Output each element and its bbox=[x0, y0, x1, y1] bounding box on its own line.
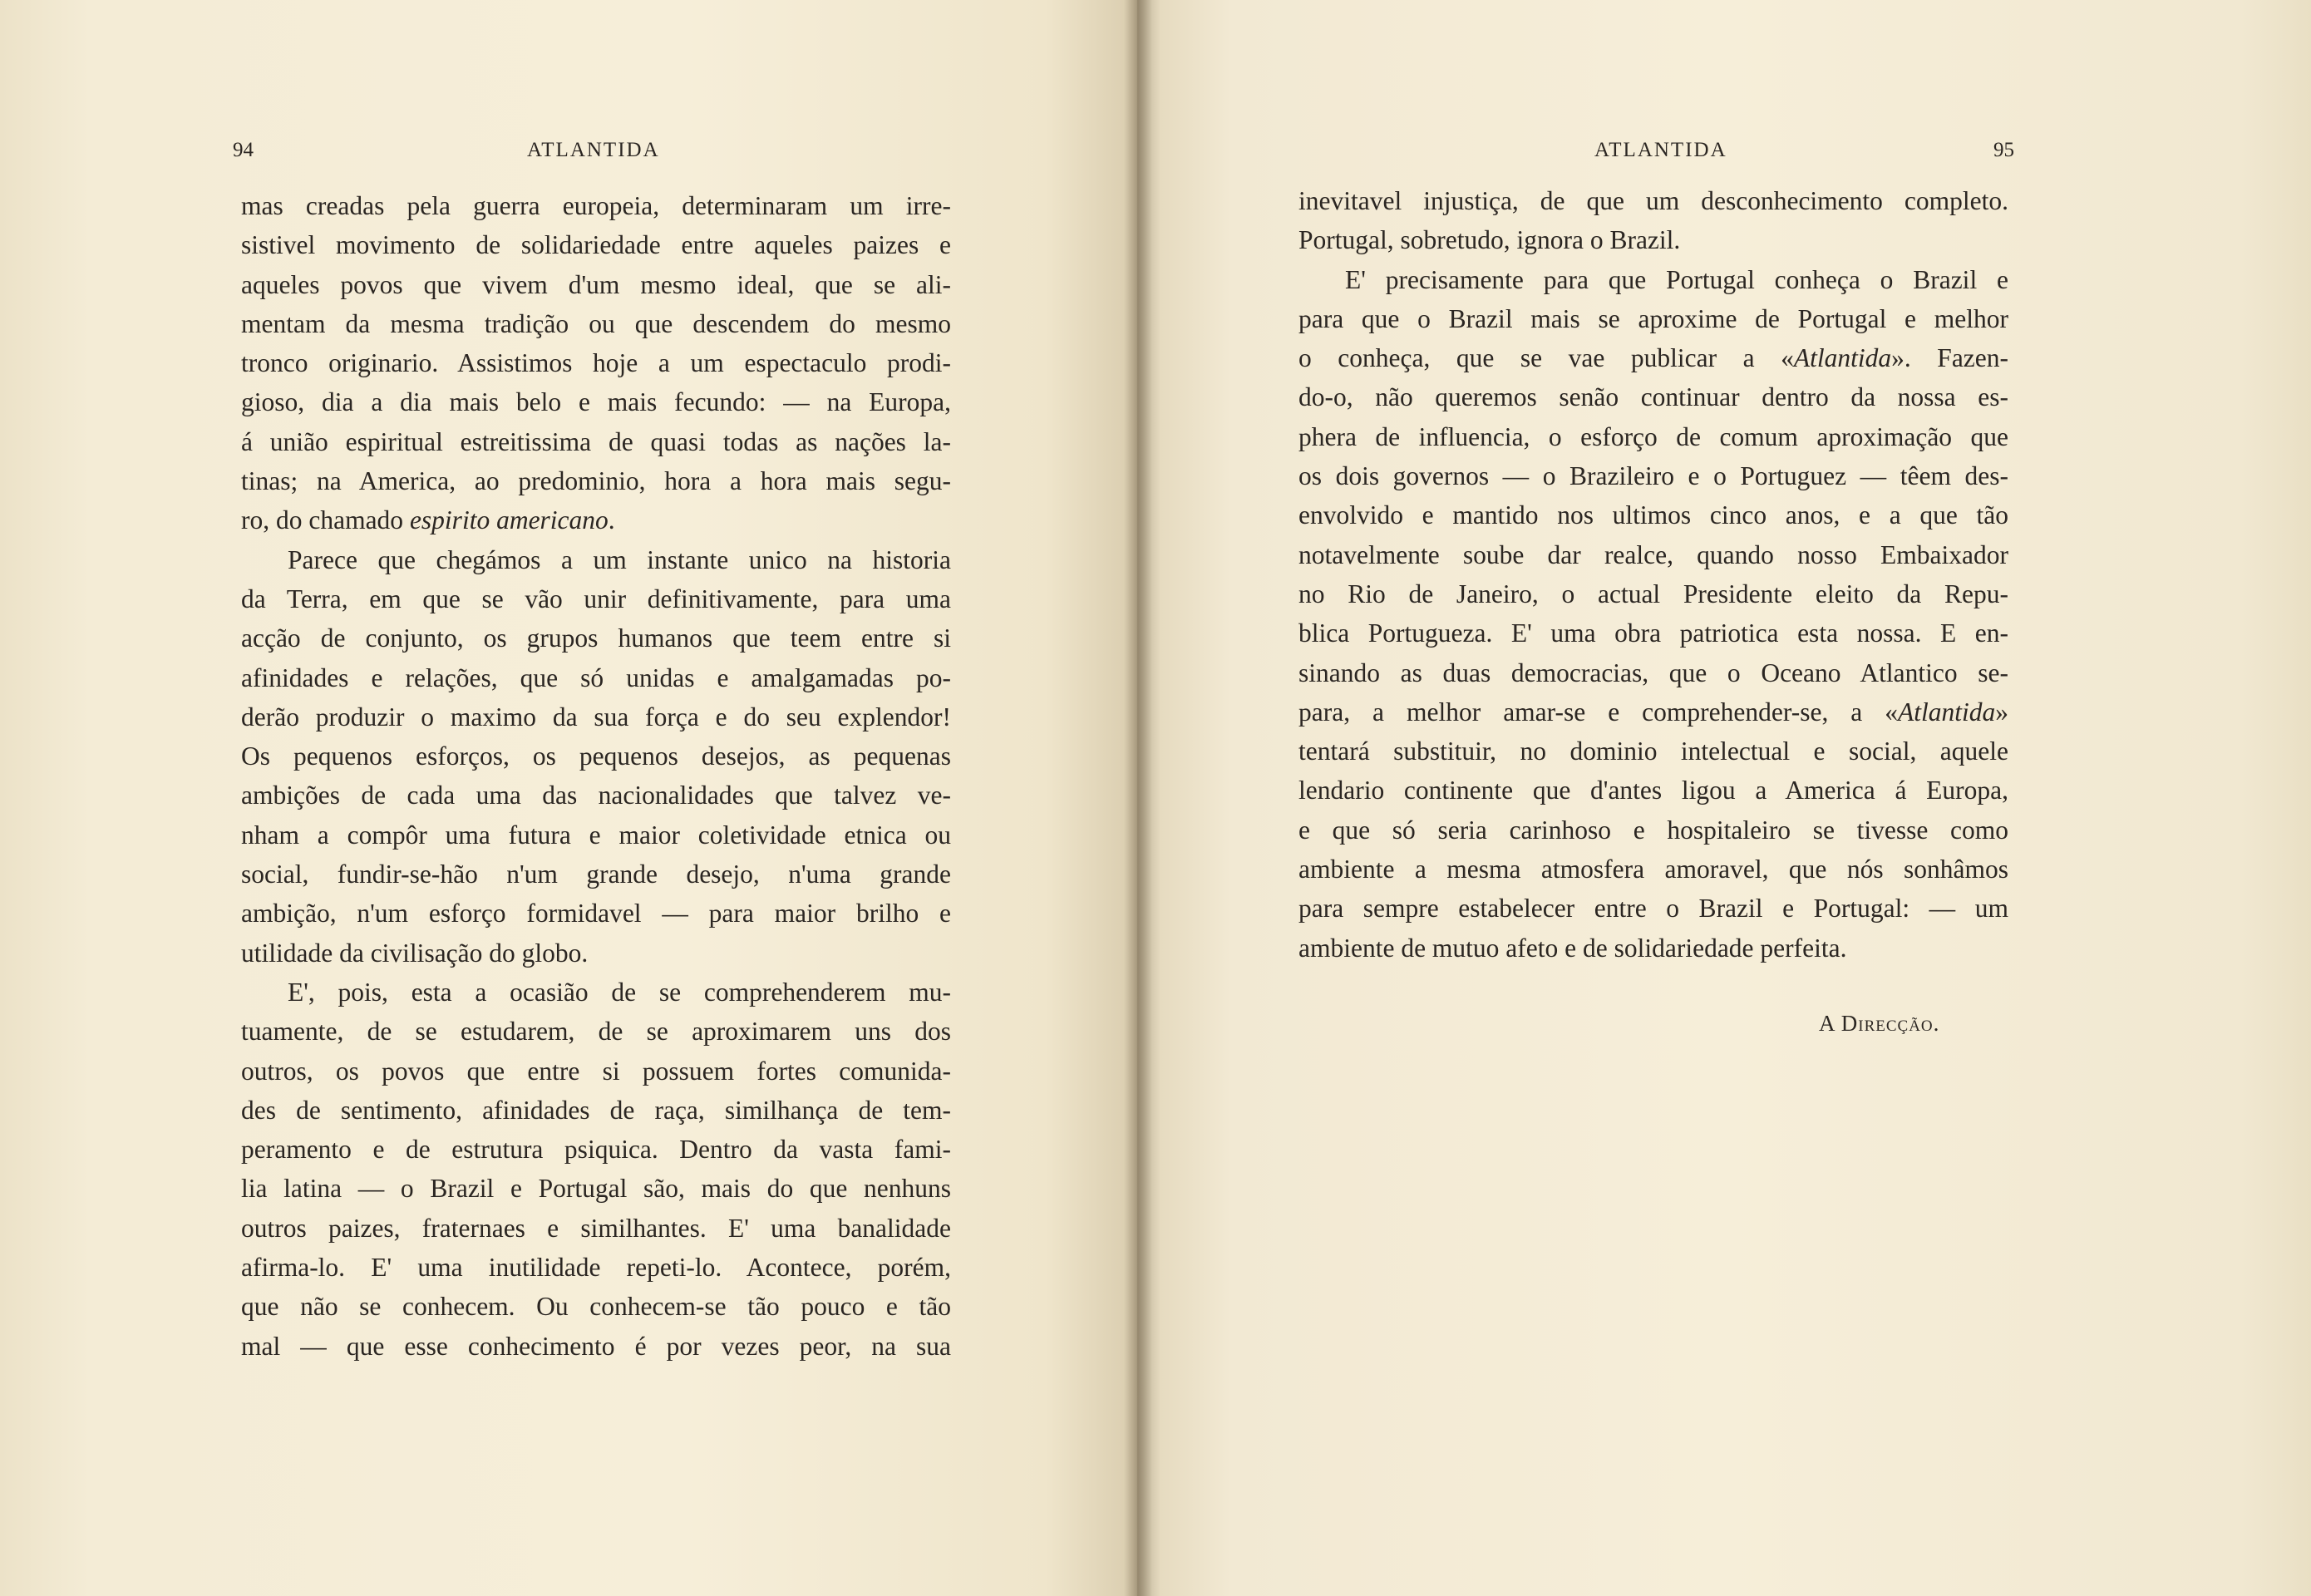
text-line: ambições de cada uma das nacionalidades que talvez ve- bbox=[241, 781, 951, 810]
text-line: tronco originario. Assistimos hoje a um espectaculo prodi- bbox=[241, 348, 951, 378]
text-line: lia latina — o Brazil e Portugal são, mais do que nenhuns bbox=[241, 1174, 951, 1204]
text-line: social, fundir-se-hão n'um grande desejo, n'uma grande bbox=[241, 860, 951, 889]
text-line: mentam da mesma tradição ou que descendem do mesmo bbox=[241, 308, 951, 338]
text-line: ambiente de mutuo afeto e de solidariedade perfeita. bbox=[1298, 933, 1847, 963]
running-head-right: ATLANTIDA bbox=[1594, 139, 1727, 161]
text-line: ambiente a mesma atmosfera amoravel, que nós sonhâmos bbox=[1298, 855, 2008, 884]
text-line: que não se conhecem. Ou conhecem-se tão pouco e tão bbox=[241, 1292, 951, 1322]
italic-text: Atlantida bbox=[1793, 343, 1892, 373]
text-line: tinas; na America, ao predominio, hora a hora mais segu- bbox=[241, 466, 951, 496]
left-page-text bbox=[241, 186, 951, 1366]
text-line: e que só seria carinhoso e hospitaleiro se tivesse como bbox=[1298, 815, 2008, 845]
text-line: envolvido e mantido nos ultimos cinco anos, e a que tão bbox=[1298, 500, 2008, 530]
text-line: outros paizes, fraternaes e similhantes. E' uma banalidade bbox=[241, 1213, 951, 1243]
page-number-left: 94 bbox=[233, 139, 254, 161]
text-line: sinando as duas democracias, que o Oceano Atlantico se- bbox=[1298, 658, 2008, 687]
text-line: E', pois, esta a ocasião de se comprehenderem mu- bbox=[288, 977, 951, 1007]
text-line: tentará substituir, no dominio intelectual e social, aquele bbox=[1298, 736, 2008, 766]
text-line: para sempre estabelecer entre o Brazil e Portugal: — um bbox=[1298, 894, 2008, 924]
text-line: á união espiritual estreitissima de quasi todas as nações la- bbox=[241, 426, 951, 456]
text-line: lendario continente que d'antes ligou a America á Europa, bbox=[1298, 776, 2008, 805]
text-line: no Rio de Janeiro, o actual Presidente eleito da Repu- bbox=[1298, 579, 2008, 608]
text-line: os dois governos — o Brazileiro e o Portuguez — têem des- bbox=[1298, 461, 2008, 491]
text-line: outros, os povos que entre si possuem fortes comunida- bbox=[241, 1056, 951, 1086]
running-head-left: ATLANTIDA bbox=[527, 139, 660, 161]
text-line: o conheça, que se vae publicar a «Atlantida». Fazen- bbox=[1298, 343, 2008, 373]
text-line: E' precisamente para que Portugal conheça o Brazil e bbox=[1345, 264, 2008, 294]
text-line: nham a compôr uma futura e maior coletividade etnica ou bbox=[241, 820, 951, 850]
text-line: da Terra, em que se vão unir definitivamente, para uma bbox=[241, 584, 951, 613]
right-page-text bbox=[1298, 181, 2008, 968]
text-line: afirma-lo. E' uma inutilidade repeti-lo. Acontece, porém, bbox=[241, 1253, 951, 1283]
text-line: mas creadas pela guerra europeia, determinaram um irre- bbox=[241, 191, 951, 220]
book-gutter bbox=[1124, 0, 1152, 1596]
text-line: do-o, não queremos senão continuar dentro da nossa es- bbox=[1298, 382, 2008, 412]
text-line: des de sentimento, afinidades de raça, similhança de tem- bbox=[241, 1095, 951, 1125]
text-line: ro, do chamado espirito americano. bbox=[241, 505, 615, 535]
text-line: inevitavel injustiça, de que um desconhecimento completo. bbox=[1298, 186, 2008, 215]
right-page bbox=[1137, 0, 2311, 1596]
text-line: mal — que esse conhecimento é por vezes peor, na sua bbox=[241, 1331, 951, 1361]
italic-text: espirito americano bbox=[409, 505, 609, 535]
text-line: aqueles povos que vivem d'um mesmo ideal, que se ali- bbox=[241, 269, 951, 299]
text-line: para que o Brazil mais se aproxime de Portugal e melhor bbox=[1298, 303, 2008, 333]
text-line: phera de influencia, o esforço de comum aproximação que bbox=[1298, 421, 2008, 451]
text-line: Portugal, sobretudo, ignora o Brazil. bbox=[1298, 225, 1681, 255]
text-line: peramento e de estrutura psiquica. Dentro da vasta fami- bbox=[241, 1135, 951, 1165]
page-number-right: 95 bbox=[1993, 139, 2014, 161]
text-line: Os pequenos esforços, os pequenos desejos, as pequenas bbox=[241, 741, 951, 771]
text-line: afinidades e relações, que só unidas e amalgamadas po- bbox=[241, 663, 951, 692]
text-line: utilidade da civilisação do globo. bbox=[241, 938, 589, 968]
text-line: notavelmente soube dar realce, quando nosso Embaixador bbox=[1298, 539, 2008, 569]
text-line: gioso, dia a dia mais belo e mais fecundo: — na Europa, bbox=[241, 387, 951, 417]
signature: A Direcção. bbox=[1819, 1011, 1940, 1036]
italic-text: Atlantida bbox=[1898, 697, 1996, 727]
text-line: blica Portugueza. E' uma obra patriotica esta nossa. E en- bbox=[1298, 618, 2008, 648]
text-line: para, a melhor amar-se e comprehender-se, a «Atlantida» bbox=[1298, 697, 2008, 727]
text-line: sistivel movimento de solidariedade entre aqueles paizes e bbox=[241, 230, 951, 260]
text-line: derão produzir o maximo da sua força e do seu explendor! bbox=[241, 702, 951, 732]
text-line: acção de conjunto, os grupos humanos que teem entre si bbox=[241, 623, 951, 653]
left-page bbox=[0, 0, 1137, 1596]
text-line: ambição, n'um esforço formidavel — para maior brilho e bbox=[241, 899, 951, 929]
text-line: Parece que chegámos a um instante unico na historia bbox=[288, 544, 951, 574]
text-line: tuamente, de se estudarem, de se aproximarem uns dos bbox=[241, 1017, 951, 1047]
